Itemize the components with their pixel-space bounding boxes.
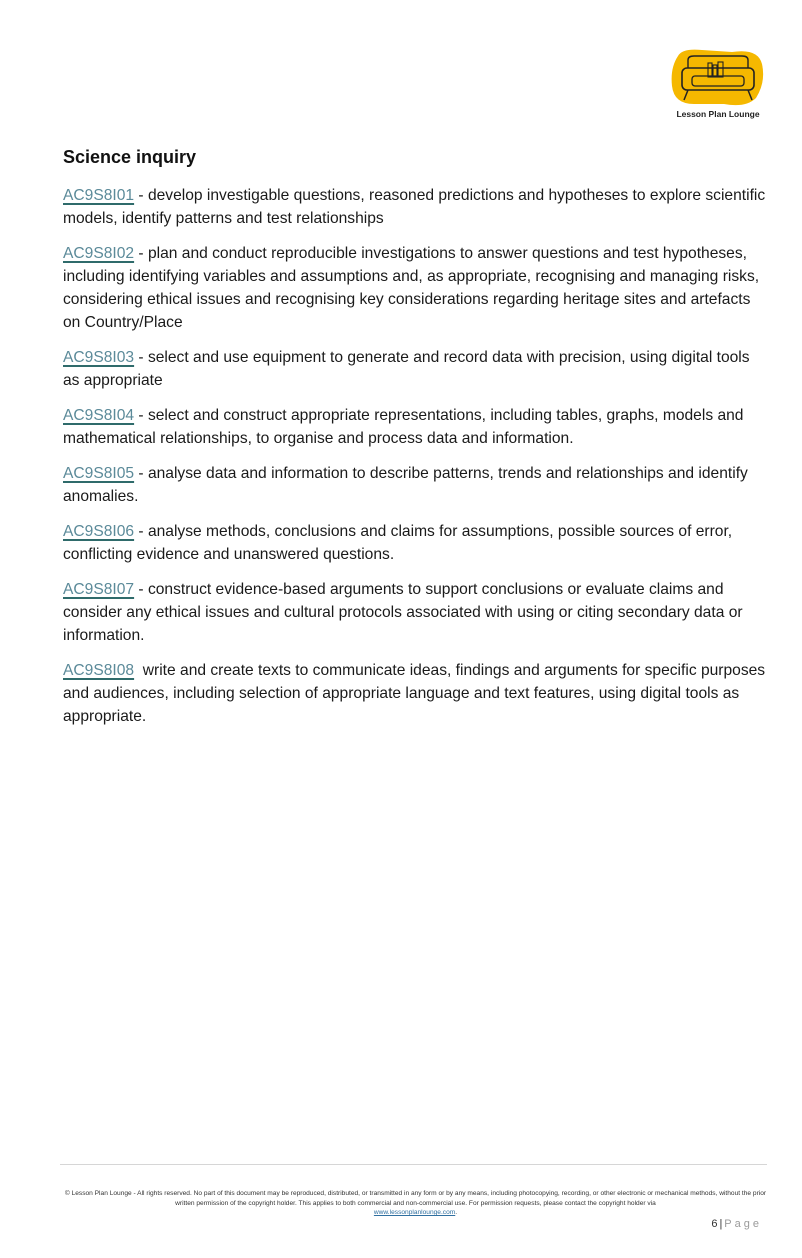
outcome-text: select and construct appropriate representations, including tables, graphs, models and mathematical relationships, to organise and process data and information. bbox=[63, 407, 744, 447]
outcome-text: plan and conduct reproducible investigations to answer questions and test hypotheses, including identifying variables and assumptions and, as appropriate, recognising and managing risks, considering ethical issues and recognising key considerations regarding heritage sites and artefacts on Country/Place bbox=[63, 245, 760, 331]
footer-divider bbox=[60, 1164, 767, 1165]
copyright-notice bbox=[63, 1189, 768, 1218]
outcome-list bbox=[63, 184, 768, 740]
outcome-item bbox=[63, 520, 768, 566]
outcome-separator: - bbox=[134, 581, 148, 598]
page-separator: | bbox=[719, 1218, 723, 1230]
website-link[interactable]: www.lessonplanlounge.com bbox=[373, 1209, 456, 1216]
outcome-item bbox=[63, 659, 768, 728]
outcome-code-link[interactable]: AC9S8I01 bbox=[63, 187, 135, 204]
page-number bbox=[711, 1218, 762, 1230]
outcome-code-link[interactable]: AC9S8I07 bbox=[63, 581, 135, 598]
outcome-separator: - bbox=[134, 245, 148, 262]
outcome-item bbox=[63, 242, 768, 334]
outcome-text: construct evidence-based arguments to support conclusions or evaluate claims and consider any ethical issues and cultural protocols associated with using or citing secondary data or information. bbox=[63, 581, 743, 644]
section-heading: Science inquiry bbox=[63, 147, 197, 167]
outcome-item bbox=[63, 578, 768, 647]
outcome-code-link[interactable]: AC9S8I05 bbox=[63, 465, 135, 482]
outcome-separator: - bbox=[134, 523, 148, 540]
outcome-text: analyse methods, conclusions and claims for assumptions, possible sources of error, conflicting evidence and unanswered questions. bbox=[63, 523, 733, 563]
outcome-code-link[interactable]: AC9S8I08 bbox=[63, 662, 135, 679]
copyright-text: © Lesson Plan Lounge - All rights reserved. No part of this document may be reproduced, distributed, or transmitted in any form or by any means, including photocopying, recording, or other electronic or mechanical methods, without the prior written permission of the copyright holder. This applies to both commercial and non-commercial use. For permission requests, please contact the copyright holder via bbox=[64, 1190, 767, 1207]
outcome-item bbox=[63, 462, 768, 508]
outcome-code-link[interactable]: AC9S8I03 bbox=[63, 349, 135, 366]
outcome-separator: - bbox=[134, 465, 148, 482]
outcome-code-link[interactable]: AC9S8I02 bbox=[63, 245, 135, 262]
outcome-item bbox=[63, 404, 768, 450]
url-suffix: . bbox=[455, 1209, 458, 1216]
outcome-item bbox=[63, 184, 768, 230]
outcome-text: write and create texts to communicate ideas, findings and arguments for specific purposes and audiences, including selection of appropriate language and text features, using digital tools as appropriate. bbox=[63, 662, 766, 725]
outcome-code-link[interactable]: AC9S8I04 bbox=[63, 407, 135, 424]
outcome-text: develop investigable questions, reasoned predictions and hypotheses to explore scientific models, identify patterns and test relationships bbox=[63, 187, 766, 227]
logo-text: Lesson Plan Lounge bbox=[676, 109, 760, 119]
outcome-text: analyse data and information to describe patterns, trends and relationships and identify anomalies. bbox=[63, 465, 748, 505]
outcome-separator: - bbox=[134, 187, 148, 204]
page-word: Page bbox=[724, 1218, 762, 1230]
outcome-code-link[interactable]: AC9S8I06 bbox=[63, 523, 135, 540]
outcome-item bbox=[63, 346, 768, 392]
outcome-separator: - bbox=[134, 349, 148, 366]
sofa-icon bbox=[668, 46, 768, 108]
page-number-value: 6 bbox=[711, 1218, 718, 1230]
outcome-separator: - bbox=[134, 407, 148, 424]
logo bbox=[668, 46, 768, 122]
outcome-separator bbox=[134, 662, 143, 679]
outcome-text: select and use equipment to generate and record data with precision, using digital tools as appropriate bbox=[63, 349, 750, 389]
